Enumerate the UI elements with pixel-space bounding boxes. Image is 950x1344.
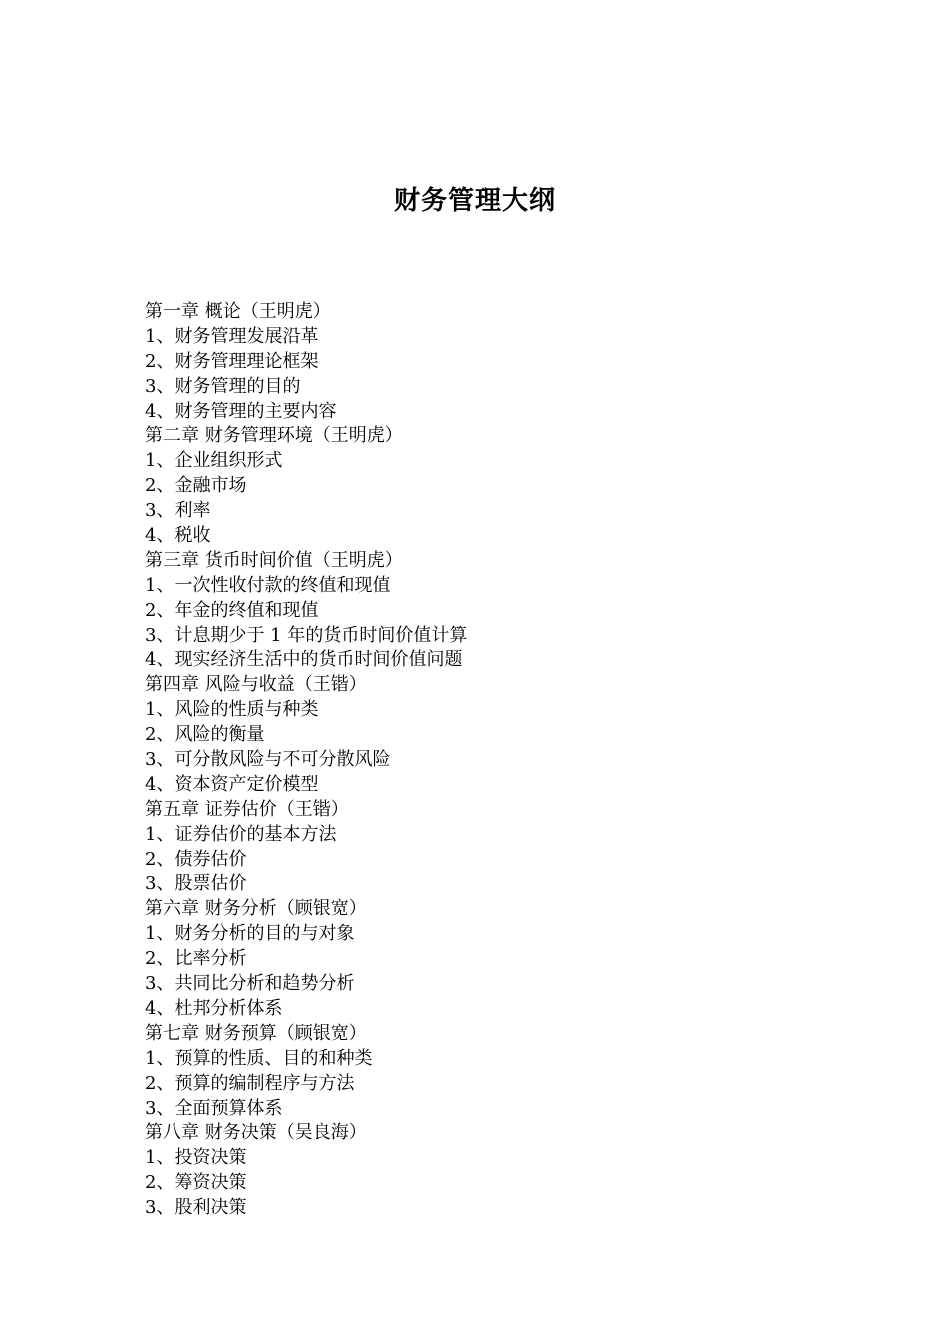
chapter-item: 2、风险的衡量 xyxy=(145,724,265,746)
chapter-heading: 第五章 证券估价（王锴） xyxy=(145,798,349,820)
chapter-item: 1、财务管理发展沿革 xyxy=(145,325,319,347)
chapter-item: 1、证券估价的基本方法 xyxy=(145,823,337,845)
chapter-item: 3、股利决策 xyxy=(145,1197,247,1219)
chapter-item: 1、投资决策 xyxy=(145,1147,247,1169)
chapter-item: 3、股票估价 xyxy=(145,873,247,895)
chapter-item: 2、比率分析 xyxy=(145,948,247,970)
chapter-item: 1、财务分析的目的与对象 xyxy=(145,923,355,945)
chapter-item: 2、债券估价 xyxy=(145,848,247,870)
chapter-heading: 第八章 财务决策（吴良海） xyxy=(145,1122,367,1144)
chapter-item: 3、财务管理的目的 xyxy=(145,375,301,397)
chapter-item: 1、预算的性质、目的和种类 xyxy=(145,1047,373,1069)
chapter-outline xyxy=(145,300,845,1221)
chapter-item: 4、资本资产定价模型 xyxy=(145,773,319,795)
chapter-item: 1、风险的性质与种类 xyxy=(145,699,319,721)
chapter-heading: 第四章 风险与收益（王锴） xyxy=(145,674,367,696)
chapter-item: 2、筹资决策 xyxy=(145,1172,247,1194)
chapter-heading: 第三章 货币时间价值（王明虎） xyxy=(145,549,403,571)
chapter-item: 3、利率 xyxy=(145,500,211,522)
chapter-item: 4、税收 xyxy=(145,525,211,547)
chapter-item: 3、可分散风险与不可分散风险 xyxy=(145,749,391,771)
chapter-item: 1、一次性收付款的终值和现值 xyxy=(145,574,391,596)
chapter-item: 2、财务管理理论框架 xyxy=(145,350,319,372)
chapter-heading: 第七章 财务预算（顾银宽） xyxy=(145,1022,367,1044)
chapter-heading: 第一章 概论（王明虎） xyxy=(145,301,331,322)
chapter-item: 4、现实经济生活中的货币时间价值问题 xyxy=(145,649,463,671)
chapter-item: 2、金融市场 xyxy=(145,475,247,497)
chapter-item: 3、共同比分析和趋势分析 xyxy=(145,973,355,995)
chapter-item: 2、预算的编制程序与方法 xyxy=(145,1072,355,1094)
chapter-item: 4、财务管理的主要内容 xyxy=(145,400,337,422)
document-title: 财务管理大纲 xyxy=(393,186,556,216)
chapter-item: 2、年金的终值和现值 xyxy=(145,599,319,621)
chapter-item: 4、杜邦分析体系 xyxy=(145,997,283,1019)
chapter-heading: 第二章 财务管理环境（王明虎） xyxy=(145,425,403,447)
chapter-item: 3、计息期少于 1 年的货币时间价值计算 xyxy=(145,624,468,646)
chapter-heading: 第六章 财务分析（顾银宽） xyxy=(145,898,367,920)
chapter-item: 3、全面预算体系 xyxy=(145,1097,283,1119)
chapter-item: 1、企业组织形式 xyxy=(145,450,283,472)
